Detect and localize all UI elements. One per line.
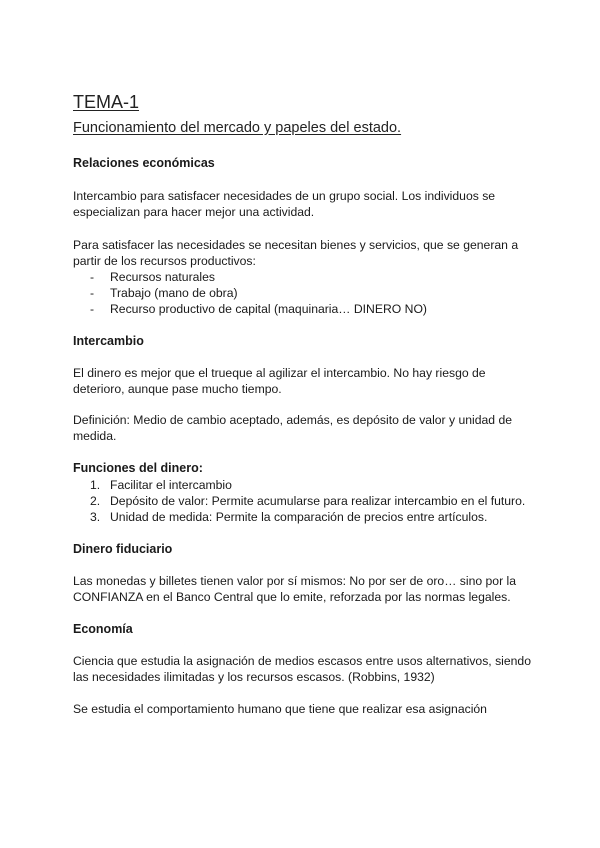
paragraph-line: especializan para hacer mejor una actividad. [73, 205, 315, 219]
numbered-item [73, 509, 533, 525]
item-text: Depósito de valor: Permite acumularse para realizar intercambio en el futuro. [110, 494, 526, 508]
bullet-item [73, 269, 533, 285]
paragraph-line: El dinero es mejor que el trueque al agilizar el intercambio. No hay riesgo de [73, 366, 486, 380]
item-number: 3. [90, 510, 101, 524]
paragraph-intercambio-2 [73, 412, 533, 444]
paragraph-line: Intercambio para satisfacer necesidades de un grupo social. Los individuos se [73, 189, 496, 203]
numbered-item [73, 493, 533, 509]
item-text: Facilitar el intercambio [110, 478, 232, 492]
bullet-text: Trabajo (mano de obra) [110, 286, 238, 300]
paragraph-economia-2 [73, 701, 533, 717]
paragraph-line: CONFIANZA en el Banco Central que lo emite, reforzada por las normas legales. [73, 590, 511, 604]
paragraph-line: Ciencia que estudia la asignación de medios escasos entre usos alternativos, siendo [73, 654, 531, 668]
bullet-item [73, 301, 533, 317]
item-number: 1. [90, 478, 101, 492]
paragraph-line: deterioro, aunque pase mucho tiempo. [73, 382, 282, 396]
paragraph-relaciones-2 [73, 237, 533, 269]
paragraph-line: medida. [73, 429, 117, 443]
paragraph-line: las necesidades ilimitadas y los recursos escasos. (Robbins, 1932) [73, 670, 435, 684]
heading-economia: Economía [73, 622, 133, 636]
document-title: TEMA-1 [73, 92, 140, 112]
bullet-dash: - [90, 270, 95, 284]
paragraph-relaciones-1 [73, 188, 533, 220]
bullet-dash: - [90, 286, 95, 300]
bullet-text: Recurso productivo de capital (maquinaria… DINERO NO) [110, 302, 427, 316]
item-number: 2. [90, 494, 101, 508]
paragraph-intercambio-1 [73, 365, 533, 397]
bullet-dash: - [90, 302, 95, 316]
paragraph-line: Para satisfacer las necesidades se necesitan bienes y servicios, que se generan a [73, 238, 519, 252]
paragraph-fiduciario-1 [73, 573, 533, 605]
paragraph-line: Las monedas y billetes tienen valor por sí mismos: No por ser de oro… sino por la [73, 574, 517, 588]
bullet-item [73, 285, 533, 301]
paragraph-line: Se estudia el comportamiento humano que tiene que realizar esa asignación [73, 702, 487, 716]
paragraph-line: partir de los recursos productivos: [73, 254, 256, 268]
item-text: Unidad de medida: Permite la comparación de precios entre artículos. [110, 510, 488, 524]
paragraph-economia-1 [73, 653, 533, 685]
heading-relaciones: Relaciones económicas [73, 156, 215, 170]
bullet-text: Recursos naturales [110, 270, 215, 284]
heading-intercambio: Intercambio [73, 334, 144, 348]
paragraph-line: Definición: Medio de cambio aceptado, además, es depósito de valor y unidad de [73, 413, 513, 427]
heading-funciones: Funciones del dinero: [73, 461, 203, 475]
numbered-item [73, 477, 533, 493]
heading-fiduciario: Dinero fiduciario [73, 542, 173, 556]
document-subtitle: Funcionamiento del mercado y papeles del estado. [73, 120, 402, 136]
